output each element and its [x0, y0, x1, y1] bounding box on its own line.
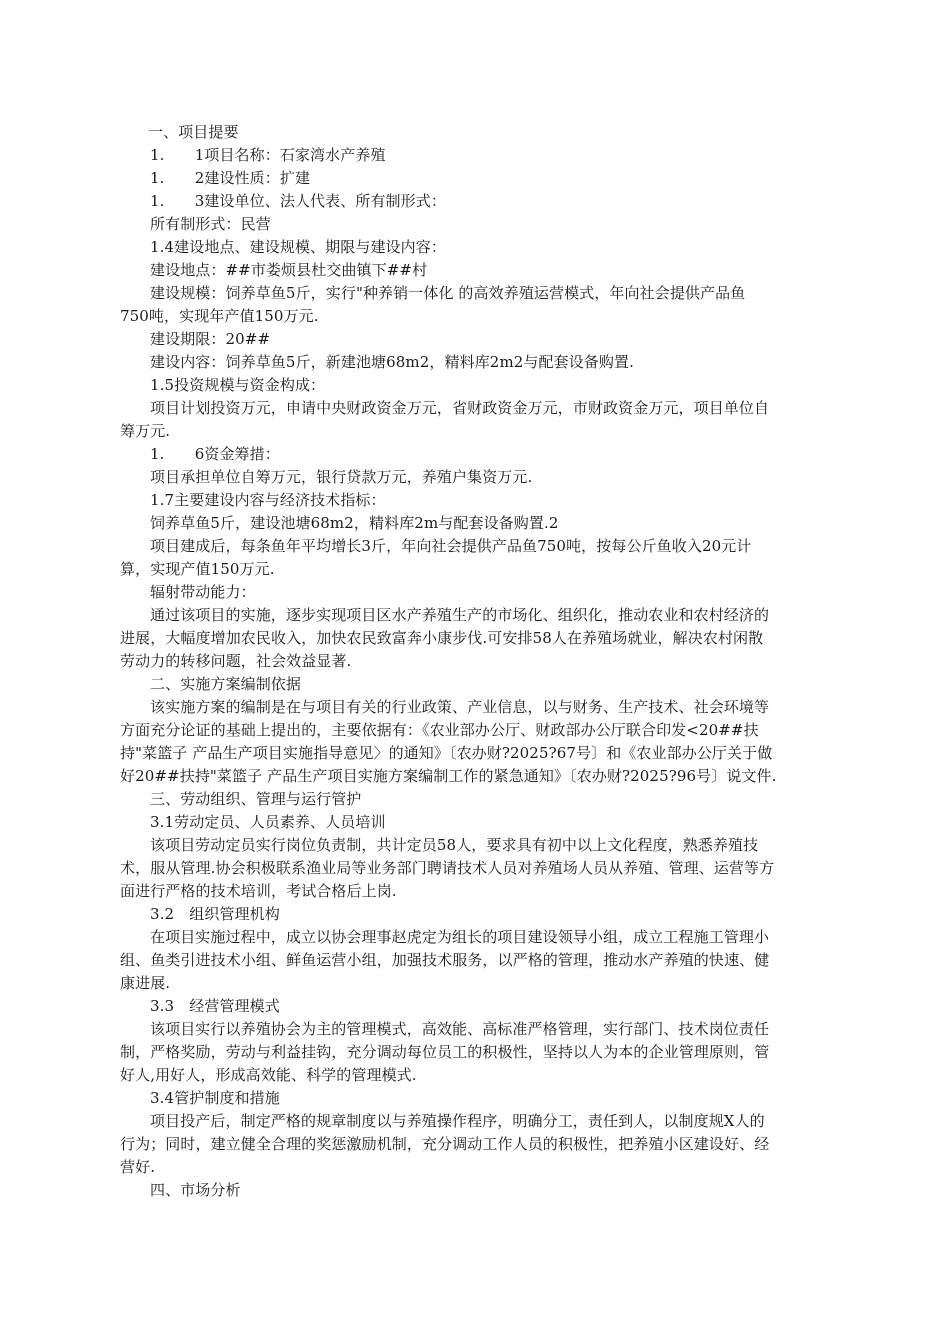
- text-line: 劳动力的转移问题，社会效益显著.: [120, 652, 352, 670]
- text-line: 建设地点：##市娄烦县杜交曲镇下##村: [150, 261, 428, 279]
- text-line: 该项目劳动定员实行岗位负责制，共计定员58人，要求具有初中以上文化程度，熟悉养殖技: [150, 836, 759, 854]
- text-line: 3.2 组织管理机构: [150, 905, 280, 923]
- text-line: 四、市场分析: [150, 1181, 241, 1199]
- text-line: 方面充分论证的基础上提出的，主要依据有：《农业部办公厅、财政部办公厅联合印发<20##扶: [120, 721, 759, 739]
- document-body: [120, 121, 840, 1202]
- text-line: 组、鱼类引进技术小组、鲜鱼运营小组，加强技术服务，以严格的管理，推动水产养殖的快速、健: [120, 951, 770, 969]
- text-line: 好20##扶持"菜篮子 产品生产项目实施方案编制工作的紧急通知》〔农办财?2025?96号〕说文件.: [120, 767, 777, 785]
- text-line: 进展，大幅度增加农民收入，加快农民致富奔小康步伐.可安排58人在养殖场就业，解决农村闲散: [120, 629, 764, 647]
- text-line: 1.7主要建设内容与经济技术指标：: [150, 491, 386, 509]
- text-line: 算，实现产值150万元.: [120, 560, 275, 578]
- text-line: 建设规模：饲养草鱼5斤，实行"种养销一体化 的高效养殖运营模式，年向社会提供产品鱼: [150, 284, 746, 302]
- text-line: 营好.: [120, 1158, 156, 1176]
- text-line: 所有制形式：民营: [150, 215, 271, 233]
- text-line: 项目建成后，每条鱼年平均增长3斤，年向社会提供产品鱼750吨，按每公斤鱼收入20元计: [150, 537, 752, 555]
- text-line: 建设期限：20##: [150, 330, 271, 348]
- text-line: 持"菜篮子 产品生产项目实施指导意见〉的通知》〔农办财?2025?67号〕和《农业部办公厅关于做: [120, 744, 773, 762]
- text-line: 项目投产后，制定严格的规章制度以与养殖操作程序，明确分工，责任到人，以制度规X人的: [150, 1112, 765, 1130]
- text-line: 3.3 经营管理模式: [150, 997, 280, 1015]
- text-line: 行为；同时，建立健全合理的奖惩激励机制，充分调动工作人员的积极性，把养殖小区建设好、经: [120, 1135, 770, 1153]
- text-line: 在项目实施过程中，成立以协会理事赵虎定为组长的项目建设领导小组，成立工程施工管理小: [150, 928, 770, 946]
- text-line: 好人,用好人，形成高效能、科学的管理模式.: [120, 1066, 417, 1084]
- text-line: 面进行严格的技术培训，考试合格后上岗.: [120, 882, 397, 900]
- text-line: 3.4管护制度和措施: [150, 1089, 280, 1107]
- text-line: 术，服从管理.协会积极联系渔业局等业务部门聘请技术人员对养殖场人员从养殖、管理、运营等方: [120, 859, 775, 877]
- text-line: 1. 1项目名称：石家湾水产养殖: [150, 146, 386, 164]
- text-line: 二、实施方案编制依据: [150, 675, 302, 693]
- text-line: 该项目实行以养殖协会为主的管理模式，高效能、高标准严格管理，实行部门、技术岗位责任: [150, 1020, 770, 1038]
- text-line: 康进展.: [120, 974, 171, 992]
- text-line: 3.1劳动定员、人员素养、人员培训: [150, 813, 386, 831]
- text-line: 制，严格奖励，劳动与利益挂钩，充分调动每位员工的积极性，坚持以人为本的企业管理原则，管: [120, 1043, 770, 1061]
- text-line: 通过该项目的实施，逐步实现项目区水产养殖生产的市场化、组织化，推动农业和农村经济的: [150, 606, 770, 624]
- text-line: 项目计划投资万元，申请中央财政资金万元，省财政资金万元，市财政资金万元，项目单位自: [150, 399, 770, 417]
- text-line: 该实施方案的编制是在与项目有关的行业政策、产业信息，以与财务、生产技术、社会环境等: [150, 698, 770, 716]
- text-line: 750吨，实现年产值150万元.: [120, 307, 319, 325]
- text-line: 1. 3建设单位、法人代表、所有制形式：: [150, 192, 446, 210]
- text-line: 辐射带动能力：: [150, 583, 256, 601]
- text-line: 饲养草鱼5斤，建设池塘68m2，精料库2m与配套设备购置.2: [150, 514, 559, 532]
- text-line: 三、劳动组织、管理与运行管护: [150, 790, 362, 808]
- text-line: 筹万元.: [120, 422, 171, 440]
- text-line: 一、项目提要: [148, 123, 239, 141]
- text-line: 1. 2建设性质：扩建: [150, 169, 311, 187]
- text-line: 建设内容：饲养草鱼5斤，新建池塘68m2，精料库2m2与配套设备购置.: [150, 353, 634, 371]
- text-line: 1.4建设地点、建设规模、期限与建设内容：: [150, 238, 446, 256]
- text-line: 1.5投资规模与资金构成：: [150, 376, 326, 394]
- text-line: 项目承担单位自筹万元，银行贷款万元，养殖户集资万元.: [150, 468, 533, 486]
- text-line: 1. 6资金筹措：: [150, 445, 280, 463]
